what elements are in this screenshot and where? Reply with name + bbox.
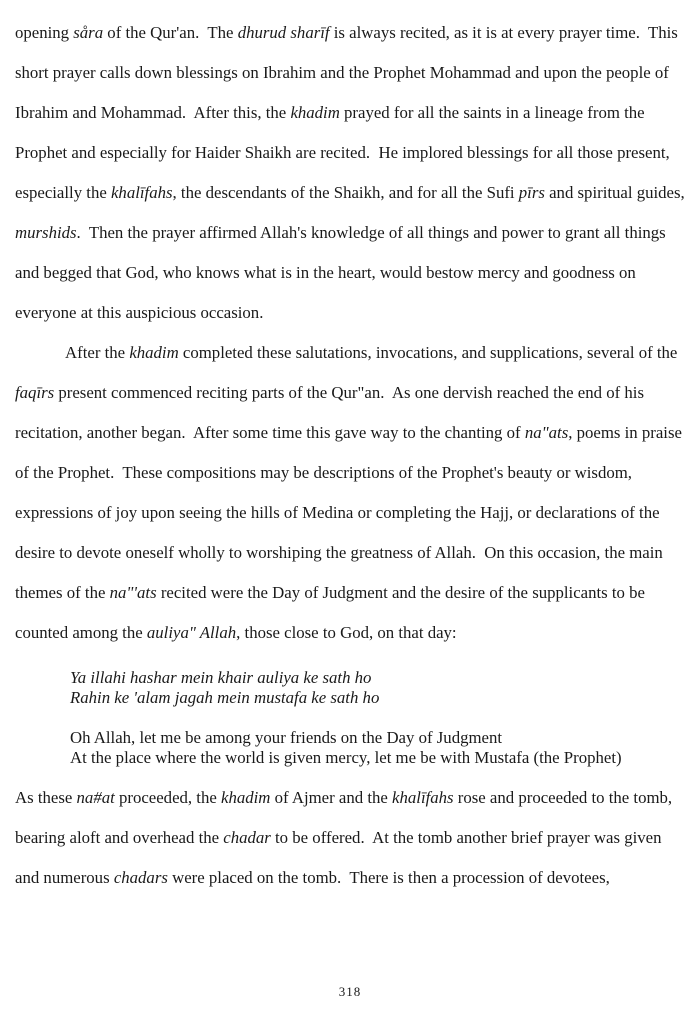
text-run: to be offered. At the tomb another brief prayer was given and numerous xyxy=(15,828,666,887)
text-run: . Then the prayer affirmed Allah's knowledge of all things and power to grant all things and begged that God, who knows what is in the heart, would bestow mercy and goodness on everyone at this auspicious occasion. xyxy=(15,223,670,322)
italic-term: murshids xyxy=(15,223,77,242)
text-run: prayed for all the saints in a lineage from the Prophet and especially for Haider Shaikh are recited. He implored blessings for all those present, especially the xyxy=(15,103,674,202)
italic-term: khadim xyxy=(221,788,271,807)
text-run: proceeded, the xyxy=(114,788,221,807)
italic-term: khalīfahs xyxy=(110,183,173,202)
page-body xyxy=(15,13,687,898)
italic-term: chadar xyxy=(223,828,271,847)
verse-line xyxy=(70,668,687,688)
italic-term: Rahin ke 'alam jagah mein mustafa ke sath ho xyxy=(70,688,380,707)
italic-term: såra xyxy=(73,23,104,42)
paragraph-1 xyxy=(15,13,687,333)
text-run: opening xyxy=(15,23,74,42)
italic-term: na#at xyxy=(76,788,115,807)
paragraph-3 xyxy=(15,778,687,898)
text-run: is always recited, as it is at every prayer time. This short prayer calls down blessings on Ibrahim and the Prophet Mohammad and upon the people of Ibrahim and Mohammad. After this, the xyxy=(15,23,683,122)
italic-term: khadim xyxy=(129,343,179,362)
text-run: of the Qur'an. The xyxy=(103,23,238,42)
verse-translation xyxy=(70,728,687,768)
italic-term: na"'ats xyxy=(109,583,157,602)
italic-term: khalīfahs xyxy=(392,788,454,807)
text-run: After the xyxy=(65,343,130,362)
italic-term: faqīrs xyxy=(15,383,55,402)
text-run: , those close to God, on that day: xyxy=(236,623,457,642)
urdu-verse xyxy=(70,668,687,708)
text-run: Oh Allah, let me be among your friends on the Day of Judgment xyxy=(70,728,503,747)
paragraph-2 xyxy=(15,333,687,653)
text-run: present commenced reciting parts of the Qur"an. As one dervish reached the end of his recitation, another began. After some time this gave way to the chanting of xyxy=(15,383,649,442)
verse-line xyxy=(70,688,687,708)
text-run: completed these salutations, invocations, and supplications, several of the xyxy=(178,343,682,362)
text-run: As these xyxy=(15,788,77,807)
text-run: rose and proceeded to the tomb, bearing aloft and overhead the xyxy=(15,788,677,847)
italic-term: Ya illahi hashar mein khair auliya ke sath ho xyxy=(70,668,372,687)
text-run: recited were the Day of Judgment and the desire of the supplicants to be counted among the xyxy=(15,583,650,642)
text-run: At the place where the world is given mercy, let me be with Mustafa (the Prophet) xyxy=(70,748,622,767)
page-number: 318 xyxy=(338,984,362,999)
translation-line xyxy=(70,748,687,768)
text-run: and spiritual guides, xyxy=(544,183,689,202)
italic-term: pīrs xyxy=(518,183,545,202)
text-run: , the descendants of the Shaikh, and for all the Sufi xyxy=(172,183,519,202)
translation-line xyxy=(70,728,687,748)
italic-term: na"ats xyxy=(524,423,569,442)
italic-term: khadim xyxy=(290,103,340,122)
italic-term: auliya" Allah xyxy=(146,623,237,642)
italic-term: chadars xyxy=(113,868,168,887)
text-run: , poems in praise of the Prophet. These compositions may be descriptions of the Prophet's beauty or wisdom, expressions of joy upon seeing the hills of Medina or completing the Hajj, or declarations of the desire to devote oneself wholly to worshiping the greatness of Allah. On this occasion, the main themes of the xyxy=(15,423,687,602)
italic-term: dhurud sharīf xyxy=(237,23,330,42)
text-run: were placed on the tomb. There is then a procession of devotees, xyxy=(167,868,610,887)
text-run: of Ajmer and the xyxy=(270,788,393,807)
